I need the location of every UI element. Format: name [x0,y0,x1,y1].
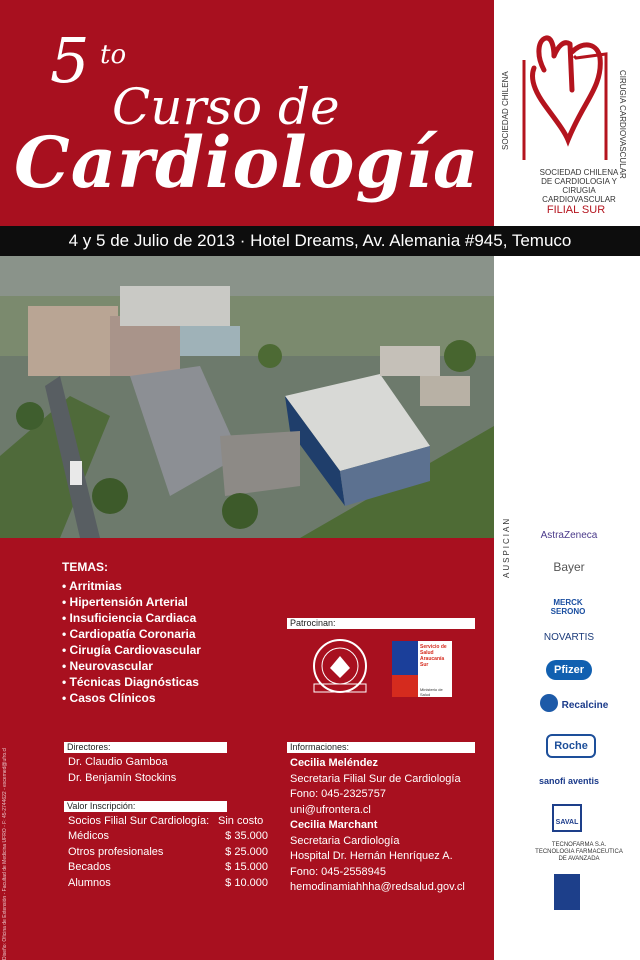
contact2-email[interactable]: hemodinamiahhha@redsalud.gov.cl [290,881,465,893]
sponsor-hospital-logo [554,874,580,910]
price-label: Becados [68,861,111,873]
svg-text:SOCIEDAD CHILENA: SOCIEDAD CHILENA [501,71,510,150]
city-photo-illustration [0,256,494,538]
minsal-red [392,675,418,697]
contact1-name: Cecilia Meléndez [290,757,379,769]
directores-label: Directores: [64,742,227,753]
auspician-label [500,516,520,580]
university-seal-icon [304,638,376,698]
logo-filial: FILIAL SUR [546,204,606,216]
sponsor-roche: Roche [546,734,596,758]
temas-title: TEMAS: [62,560,108,574]
minsal-text: Servicio de Salud Araucanía Sur [420,644,447,668]
event-info-bar [0,226,640,256]
tema-item: • Cardiopatía Coronaria [62,627,196,641]
price-value: $ 35.000 [225,830,268,842]
contact2-name: Cecilia Marchant [290,819,378,831]
auspician-text: AUSPICIAN [502,516,511,578]
title-line1: Curso de [112,78,340,136]
sponsor-tecnofarma: TECNOFARMA S.A. TECNOLOGIA FARMACEUTICA DE AVANZADA [535,842,623,862]
tema-item: • Cirugía Cardiovascular [62,643,201,657]
sponsor-bayer: Bayer [553,560,585,574]
price-value: $ 15.000 [225,861,268,873]
temas-list [62,578,201,706]
tema-item: • Arritmias [62,579,122,593]
price-label: Otros profesionales [68,846,164,858]
director-name: Dr. Benjamín Stockins [68,772,177,784]
title-number: 5 [50,24,90,97]
aerial-photo [0,256,494,538]
logo-arc-text: SOCIEDAD CHILENA DE CARDIOLOGIA Y CIRUGIA CARDIOVASCULAR [539,168,619,204]
contact2-place: Hospital Dr. Hernán Henríquez A. [290,850,453,862]
title-suffix: to [100,40,127,70]
contact2-role: Secretaria Cardiología [290,835,400,847]
price-value: $ 25.000 [225,846,268,858]
photo-extension [494,256,640,538]
price-value: $ 10.000 [225,877,268,889]
sponsor-novartis: NOVARTIS [543,632,595,643]
tema-item: • Técnicas Diagnósticas [62,675,199,689]
price-label: Socios Filial Sur Cardiología: [68,815,210,827]
price-label: Médicos [68,830,109,842]
tema-item: • Neurovascular [62,659,153,673]
tema-item: • Insuficiencia Cardiaca [62,611,197,625]
price-label: Alumnos [68,877,111,889]
sponsor-recalcine: Recalcine [561,700,609,711]
sponsor-pfizer: Pfizer [546,660,592,680]
sponsor-sanofi: sanofi aventis [538,776,600,786]
svg-text:CIRUGIA CARDIOVASCULAR: CIRUGIA CARDIOVASCULAR [618,70,627,179]
design-credit: Diseño: Oficina de Extensión - Facultad de Medicina UFRO - F: 45-2744622 - excemed@ufro.cl [2,747,8,960]
event-title [0,0,494,226]
sponsor-saval: SAVAL [552,804,582,832]
valor-label: Valor Inscripción: [64,801,227,812]
event-date-location: 4 y 5 de Julio de 2013 · Hotel Dreams, Av. Alemania #945, Temuco [68,231,572,250]
price-value: Sin costo [218,815,264,827]
title-line2: Cardiología [14,121,480,204]
contact1-phone: Fono: 045-2325757 [290,788,387,800]
patrocinan-label: Patrocinan: [287,618,475,629]
contact1-role: Secretaria Filial Sur de Cardiología [290,773,461,785]
society-logo [494,0,640,226]
city-photo-extension [494,256,640,538]
contact1-email[interactable]: uni@ufrontera.cl [290,804,371,816]
recalcine-icon [540,694,558,712]
sponsor-merck: MERCK SERONO [550,598,586,616]
director-name: Dr. Claudio Gamboa [68,756,168,768]
minsal-logo [392,641,452,697]
tema-item: • Casos Clínicos [62,691,156,705]
contact2-phone: Fono: 045-2558945 [290,866,387,878]
minsal-sub: Ministerio de Salud [420,687,443,697]
sponsor-astrazeneca: AstraZeneca [540,530,598,541]
informaciones-label: Informaciones: [287,742,475,753]
tema-item: • Hipertensión Arterial [62,595,188,609]
